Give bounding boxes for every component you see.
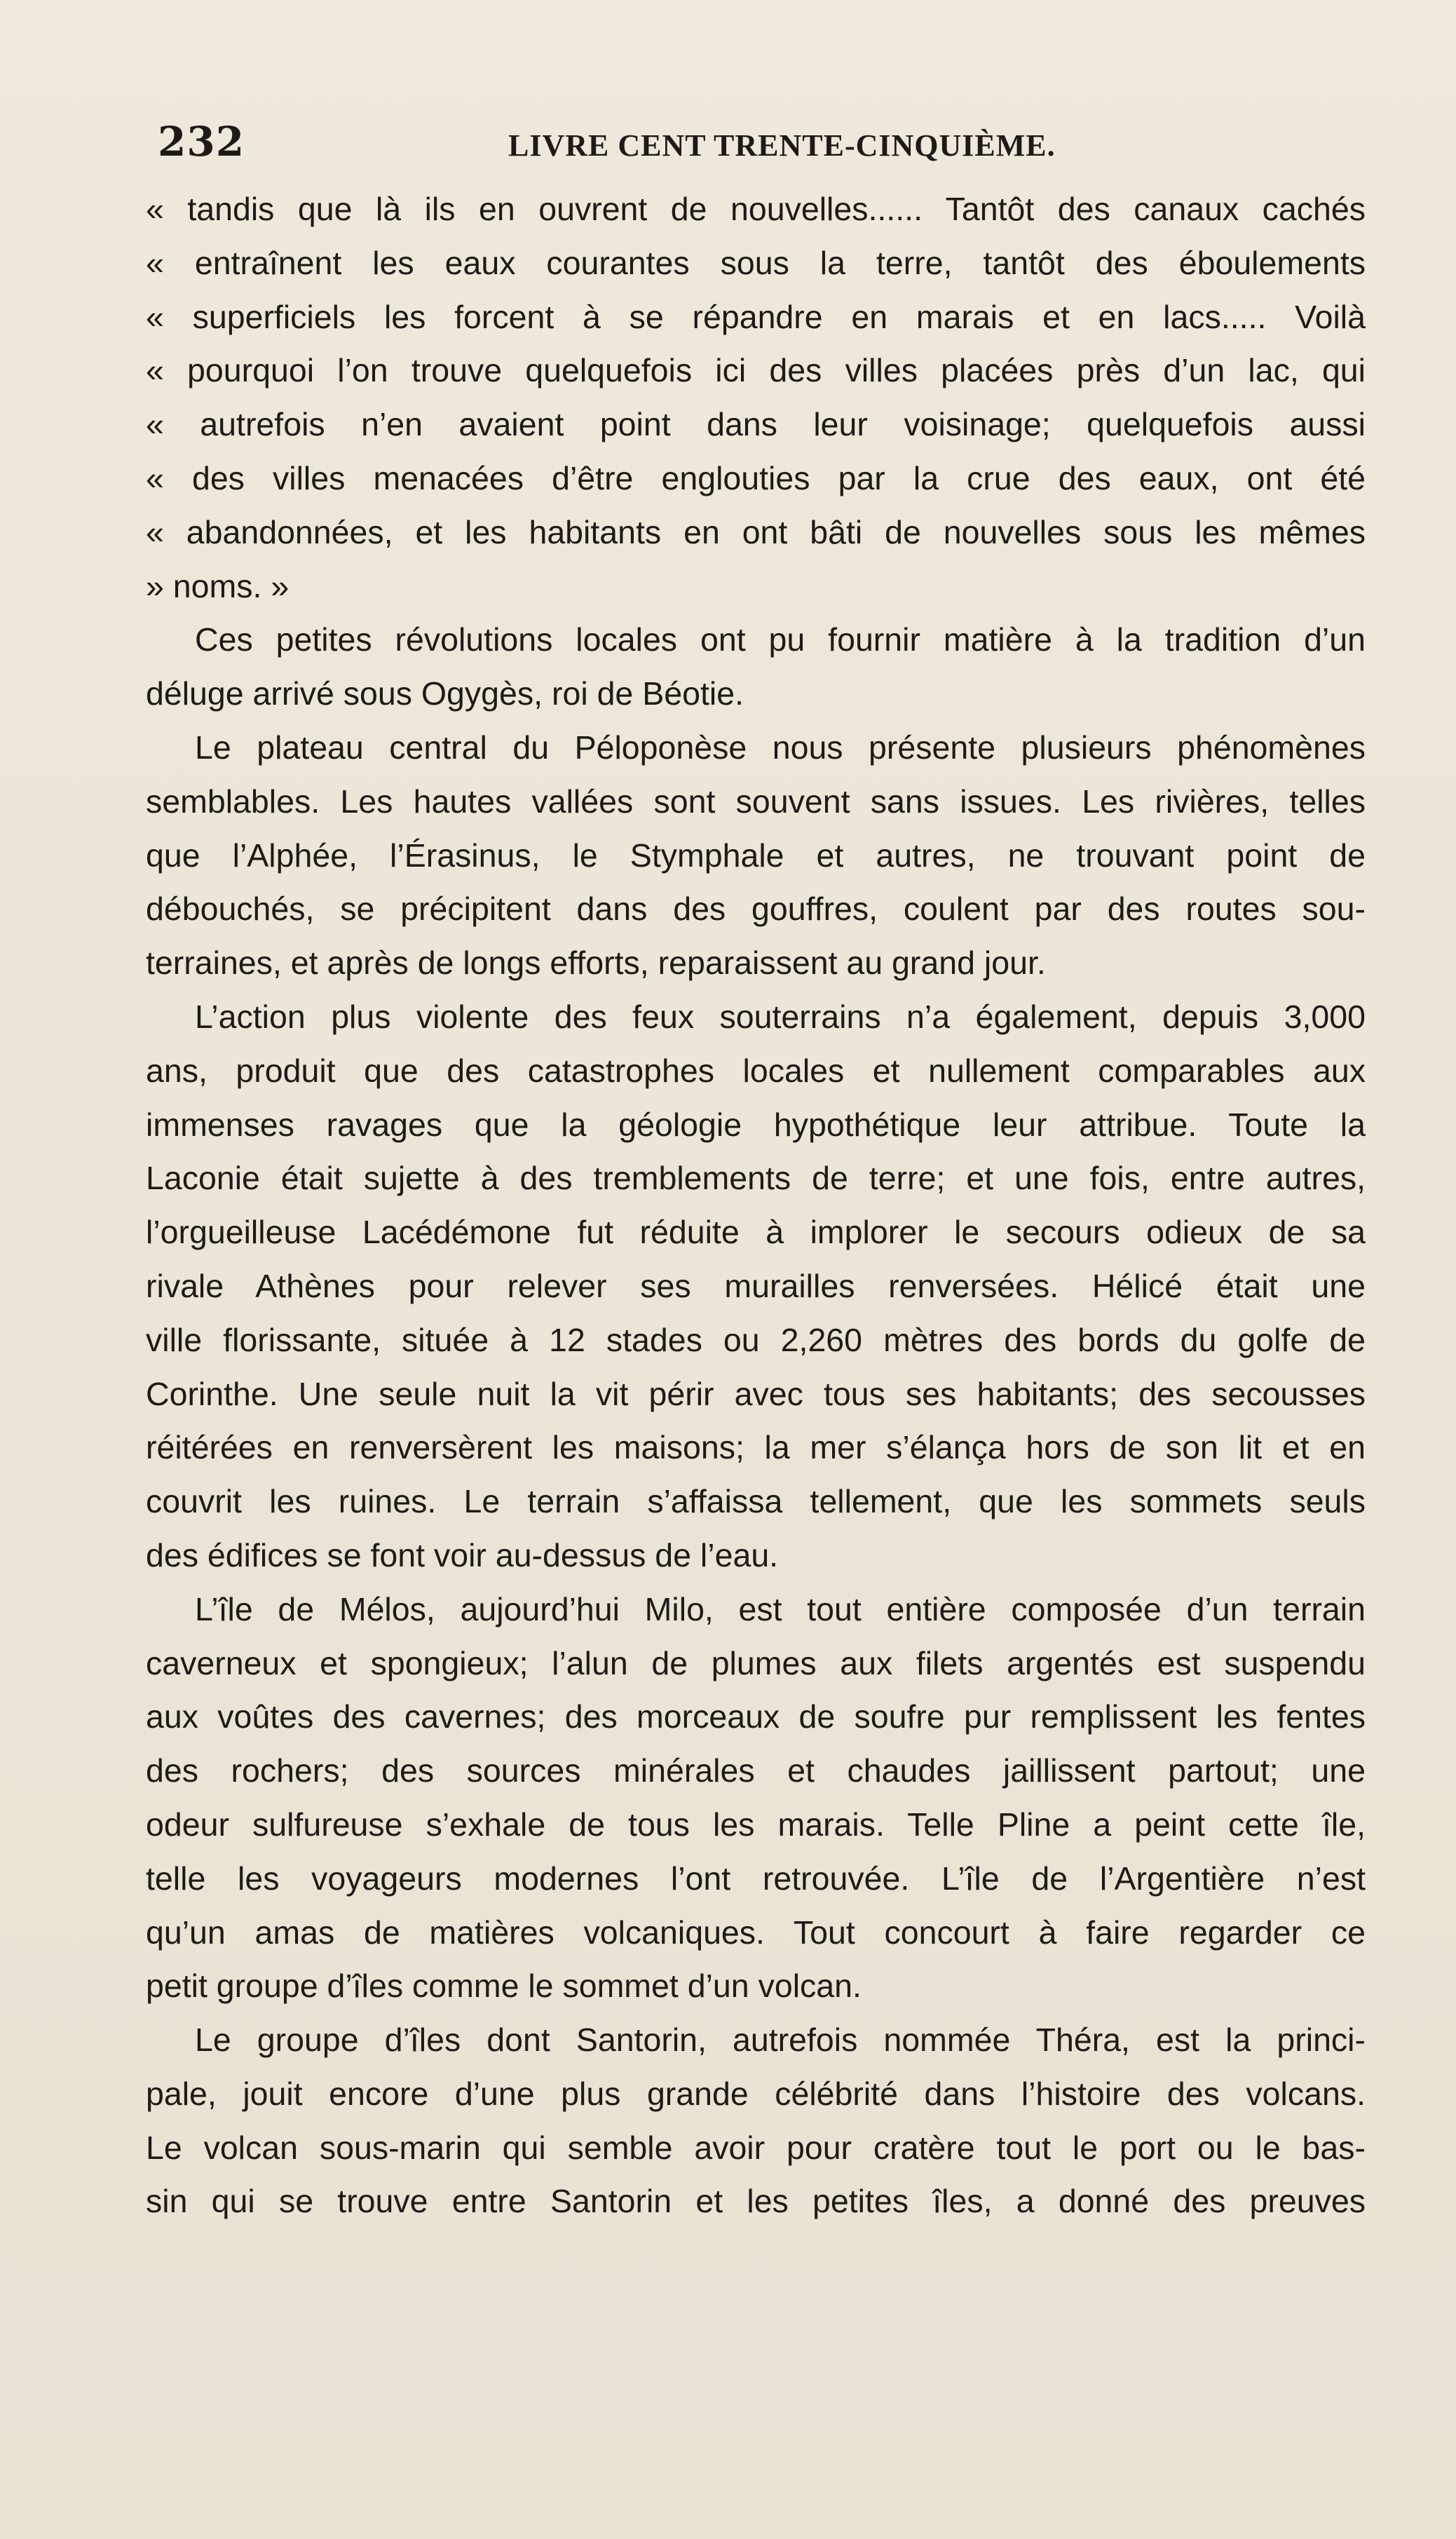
page-number: 232 [158, 118, 245, 165]
text-line: aux voûtes des cavernes; des morceaux de soufre pur remplissent les fentes [146, 1698, 1366, 1735]
text-line: » noms. » [146, 567, 290, 604]
text-line: terraines, et après de longs efforts, reparaissent au grand jour. [146, 944, 1046, 982]
text-line: « autrefois n’en avaient point dans leur voisinage; quelquefois aussi [146, 406, 1366, 443]
text-line: sin qui se trouve entre Santorin et les petites îles, a donné des preuves [146, 2183, 1366, 2220]
text-line: « entraînent les eaux courantes sous la terre, tantôt des éboulements [146, 244, 1366, 281]
text-line: semblables. Les hautes vallées sont souvent sans issues. Les rivières, telles [146, 783, 1366, 820]
text-line: Le plateau central du Péloponèse nous présente plusieurs phénomènes [195, 729, 1366, 766]
text-line: débouchés, se précipitent dans des gouffres, coulent par des routes sou- [146, 891, 1366, 928]
text-line: ville florissante, située à 12 stades ou 2,260 mètres des bords du golfe de [146, 1321, 1366, 1358]
text-line: des rochers; des sources minérales et chaudes jaillissent partout; une [146, 1752, 1366, 1789]
running-title: LIVRE CENT TRENTE-CINQUIÈME. [508, 128, 1056, 163]
text-line: telle les voyageurs modernes l’ont retrouvée. L’île de l’Argentière n’est [146, 1860, 1366, 1897]
text-line: caverneux et spongieux; l’alun de plumes aux filets argentés est suspendu [146, 1644, 1366, 1681]
text-line: pale, jouit encore d’une plus grande célébrité dans l’histoire des volcans. [146, 2075, 1366, 2112]
text-line: Le volcan sous-marin qui semble avoir pour cratère tout le port ou le bas- [146, 2129, 1366, 2166]
text-line: « abandonnées, et les habitants en ont bâti de nouvelles sous les mêmes [146, 513, 1366, 550]
text-line: que l’Alphée, l’Érasinus, le Stymphale et autres, ne trouvant point de [146, 837, 1366, 874]
text-line: petit groupe d’îles comme le sommet d’un volcan. [146, 1968, 862, 2005]
text-line: Le groupe d’îles dont Santorin, autrefois nommée Théra, est la princi- [195, 2022, 1366, 2059]
text-line: Ces petites révolutions locales ont pu fournir matière à la tradition d’un [195, 621, 1366, 658]
text-line: L’île de Mélos, aujourd’hui Milo, est tout entière composée d’un terrain [195, 1590, 1366, 1627]
body-text [146, 182, 1366, 2228]
text-line: déluge arrivé sous Ogygès, roi de Béotie. [146, 675, 744, 712]
text-line: « des villes menacées d’être englouties par la crue des eaux, ont été [146, 459, 1366, 496]
text-line: réitérées en renversèrent les maisons; la mer s’élança hors de son lit et en [146, 1429, 1366, 1466]
text-line: « pourquoi l’on trouve quelquefois ici des villes placées près d’un lac, qui [146, 352, 1366, 389]
text-line: odeur sulfureuse s’exhale de tous les marais. Telle Pline a peint cette île, [146, 1806, 1366, 1843]
text-line: L’action plus violente des feux souterrains n’a également, depuis 3,000 [195, 998, 1366, 1035]
text-line: « superficiels les forcent à se répandre en marais et en lacs..... Voilà [146, 298, 1366, 335]
text-line: Corinthe. Une seule nuit la vit périr avec tous ses habitants; des secousses [146, 1375, 1366, 1412]
text-line: immenses ravages que la géologie hypothétique leur attribue. Toute la [146, 1106, 1366, 1143]
text-line: Laconie était sujette à des tremblements de terre; et une fois, entre autres, [146, 1160, 1366, 1197]
text-line: des édifices se font voir au-dessus de l’eau. [146, 1536, 779, 1573]
text-line: ans, produit que des catastrophes locales et nullement comparables aux [146, 1052, 1366, 1089]
text-line: « tandis que là ils en ouvrent de nouvelles...... Tantôt des canaux cachés [146, 191, 1366, 227]
page-header [158, 118, 1363, 174]
text-line: qu’un amas de matières volcaniques. Tout concourt à faire regarder ce [146, 1914, 1366, 1951]
text-line: rivale Athènes pour relever ses murailles renversées. Hélicé était une [146, 1267, 1366, 1304]
text-line: l’orgueilleuse Lacédémone fut réduite à implorer le secours odieux de sa [146, 1214, 1366, 1251]
text-line: couvrit les ruines. Le terrain s’affaissa tellement, que les sommets seuls [146, 1483, 1366, 1520]
